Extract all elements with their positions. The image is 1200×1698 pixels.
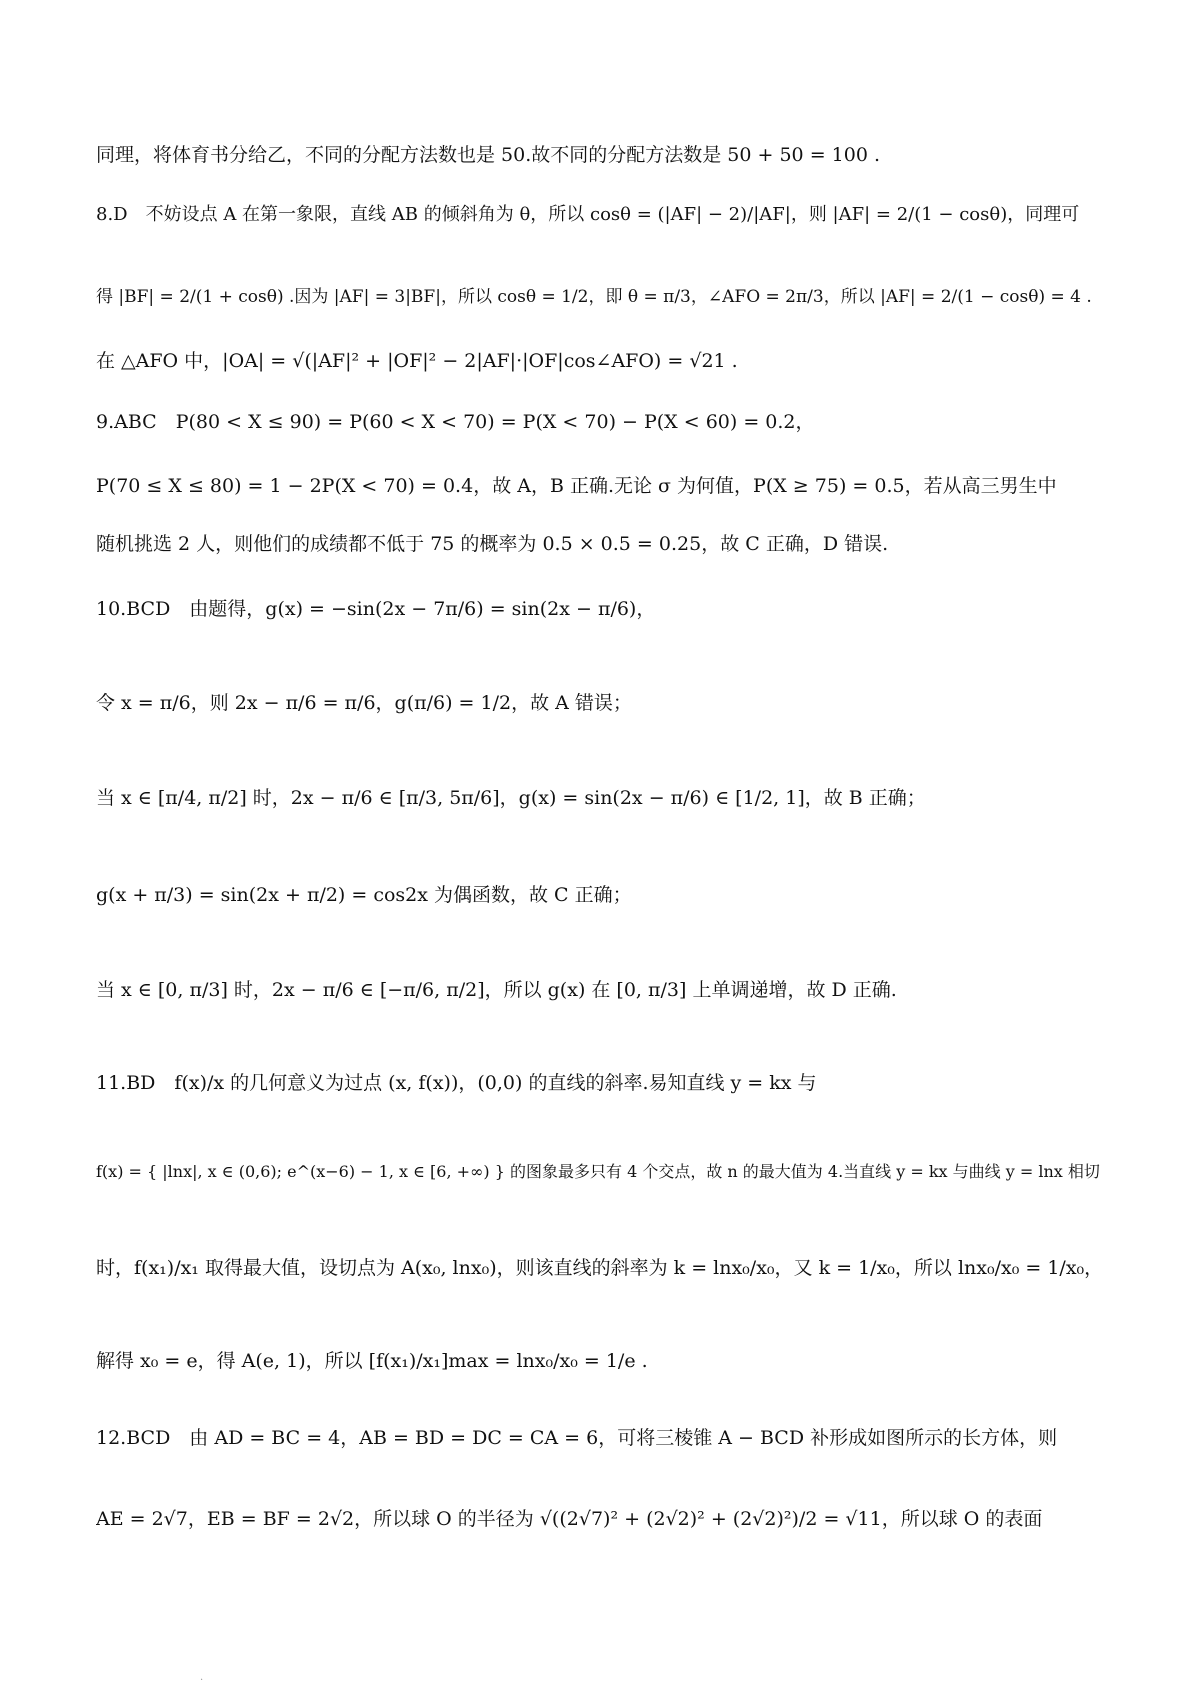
text-line-3: 得 |BF| = 2/(1 + cosθ) .因为 |AF| = 3|BF|，所以 cosθ = 1/2，即 θ = π/3，∠AFO = 2π/3，所以 |AF| = 2/(1 − cosθ) = 4 . bbox=[96, 287, 1092, 307]
text-line-14: f(x) = { |lnx|, x ∈ (0,6); e^(x−6) − 1, x ∈ [6, +∞) } 的图象最多只有 4 个交点，故 n 的最大值为 4.当直线 y = kx 与曲线 y = lnx 相切 bbox=[96, 1162, 1100, 1181]
text-line-8: 10.BCD 由题得，g(x) = −sin(2x − 7π/6) = sin(2x − π/6)， bbox=[96, 598, 656, 620]
text-line-18: AE = 2√7，EB = BF = 2√2，所以球 O 的半径为 √((2√7)² + (2√2)² + (2√2)²)/2 = √11，所以球 O 的表面 bbox=[96, 1508, 1043, 1530]
text-line-7: 随机挑选 2 人，则他们的成绩都不低于 75 的概率为 0.5 × 0.5 = 0.25，故 C 正确，D 错误. bbox=[96, 533, 889, 555]
text-line-1: 同理，将体育书分给乙，不同的分配方法数也是 50.故不同的分配方法数是 50 + 50 = 100 . bbox=[96, 144, 880, 166]
page-footer-mark: . bbox=[200, 1672, 204, 1683]
text-line-11: g(x + π/3) = sin(2x + π/2) = cos2x 为偶函数，故 C 正确； bbox=[96, 884, 632, 906]
text-line-17: 12.BCD 由 AD = BC = 4，AB = BD = DC = CA = 6，可将三棱锥 A − BCD 补形成如图所示的长方体，则 bbox=[96, 1427, 1058, 1449]
text-line-13: 11.BD f(x)/x 的几何意义为过点 (x, f(x))，(0,0) 的直线的斜率.易知直线 y = kx 与 bbox=[96, 1072, 817, 1094]
text-line-15: 时，f(x₁)/x₁ 取得最大值，设切点为 A(x₀, lnx₀)，则该直线的斜率为 k = lnx₀/x₀，又 k = 1/x₀，所以 lnx₀/x₀ = 1/x₀， bbox=[96, 1257, 1104, 1279]
text-line-2: 8.D 不妨设点 A 在第一象限，直线 AB 的倾斜角为 θ，所以 cosθ = (|AF| − 2)/|AF|，则 |AF| = 2/(1 − cosθ)，同理可 bbox=[96, 204, 1080, 225]
text-line-6: P(70 ≤ X ≤ 80) = 1 − 2P(X < 70) = 0.4，故 A，B 正确.无论 σ 为何值，P(X ≥ 75) = 0.5，若从高三男生中 bbox=[96, 475, 1057, 497]
text-line-16: 解得 x₀ = e，得 A(e, 1)，所以 [f(x₁)/x₁]max = lnx₀/x₀ = 1/e . bbox=[96, 1350, 648, 1372]
text-line-4: 在 △AFO 中，|OA| = √(|AF|² + |OF|² − 2|AF|·|OF|cos∠AFO) = √21 . bbox=[96, 350, 738, 372]
text-line-9: 令 x = π/6，则 2x − π/6 = π/6，g(π/6) = 1/2，故 A 错误； bbox=[96, 692, 632, 714]
text-line-12: 当 x ∈ [0, π/3] 时，2x − π/6 ∈ [−π/6, π/2]，所以 g(x) 在 [0, π/3] 上单调递增，故 D 正确. bbox=[96, 979, 897, 1001]
text-line-10: 当 x ∈ [π/4, π/2] 时，2x − π/6 ∈ [π/3, 5π/6]，g(x) = sin(2x − π/6) ∈ [1/2, 1]，故 B 正确； bbox=[96, 787, 926, 809]
text-line-5: 9.ABC P(80 < X ≤ 90) = P(60 < X < 70) = P(X < 70) − P(X < 60) = 0.2， bbox=[96, 411, 815, 433]
